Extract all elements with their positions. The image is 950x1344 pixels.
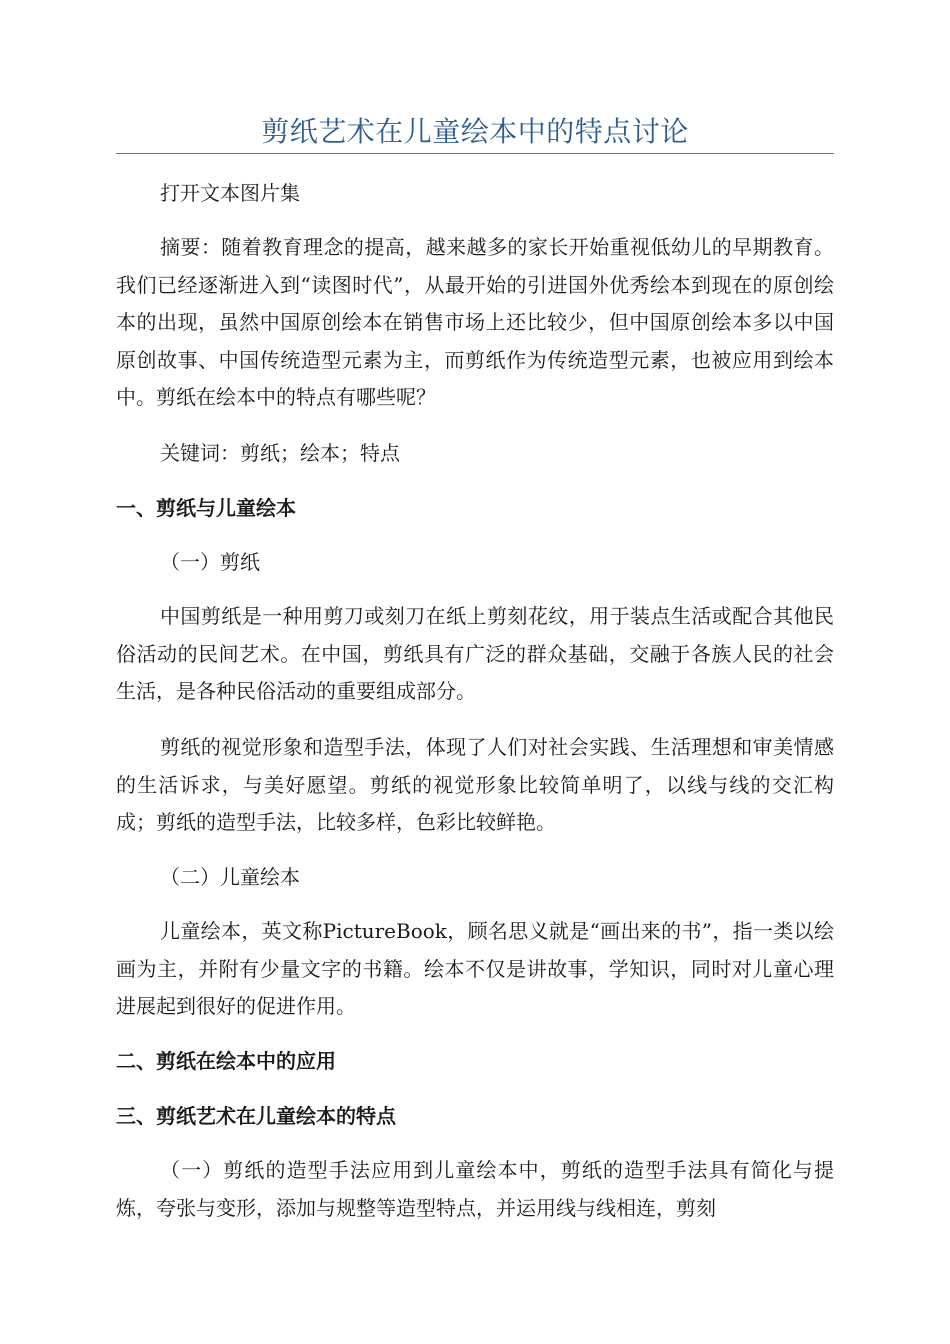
picture-book-paragraph: 儿童绘本，英文称PictureBook，顾名思义就是“画出来的书”，指一类以绘画为主，并附有少量文字的书籍。绘本不仅是讲故事，学知识，同时对儿童心理进展起到很好的促进作用。 <box>116 919 834 1018</box>
paper-cutting-paragraph-1: 中国剪纸是一种用剪刀或刻刀在纸上剪刻花纹，用于装点生活或配合其他民俗活动的民间艺术。在中国，剪纸具有广泛的群众基础，交融于各族人民的社会生活，是各种民俗活动的重要组成部分。 <box>116 604 834 703</box>
title-underline <box>116 153 834 154</box>
section-2-heading: 二、剪纸在绘本中的应用 <box>116 1049 336 1073</box>
section-1-heading: 一、剪纸与儿童绘本 <box>116 496 296 520</box>
image-gallery-link[interactable]: 打开文本图片集 <box>160 181 300 205</box>
section-1-subheading-paper-cutting: （一）剪纸 <box>160 550 260 574</box>
section-1-subheading-picture-book: （二）儿童绘本 <box>160 865 300 889</box>
keywords-line: 关键词：剪纸；绘本；特点 <box>160 441 400 465</box>
section-3-heading: 三、剪纸艺术在儿童绘本的特点 <box>116 1104 396 1128</box>
abstract-paragraph: 摘要：随着教育理念的提高，越来越多的家长开始重视低幼儿的早期教育。我们已经逐渐进入到“读图时代”，从最开始的引进国外优秀绘本到现在的原创绘本的出现，虽然中国原创绘本在销售市场上还比较少，但中国原创绘本多以中国原创故事、中国传统造型元素为主，而剪纸作为传统造型元素，也被应用到绘本中。剪纸在绘本中的特点有哪些呢？ <box>116 235 834 409</box>
paper-cutting-paragraph-2: 剪纸的视觉形象和造型手法，体现了人们对社会实践、生活理想和审美情感的生活诉求，与美好愿望。剪纸的视觉形象比较简单明了，以线与线的交汇构成；剪纸的造型手法，比较多样，色彩比较鲜艳。 <box>116 735 834 834</box>
document-title: 剪纸艺术在儿童绘本中的特点讨论 <box>261 115 689 148</box>
section-3-paragraph-1: （一）剪纸的造型手法应用到儿童绘本中，剪纸的造型手法具有简化与提炼，夸张与变形，添加与规整等造型特点，并运用线与线相连，剪刻 <box>116 1158 834 1220</box>
